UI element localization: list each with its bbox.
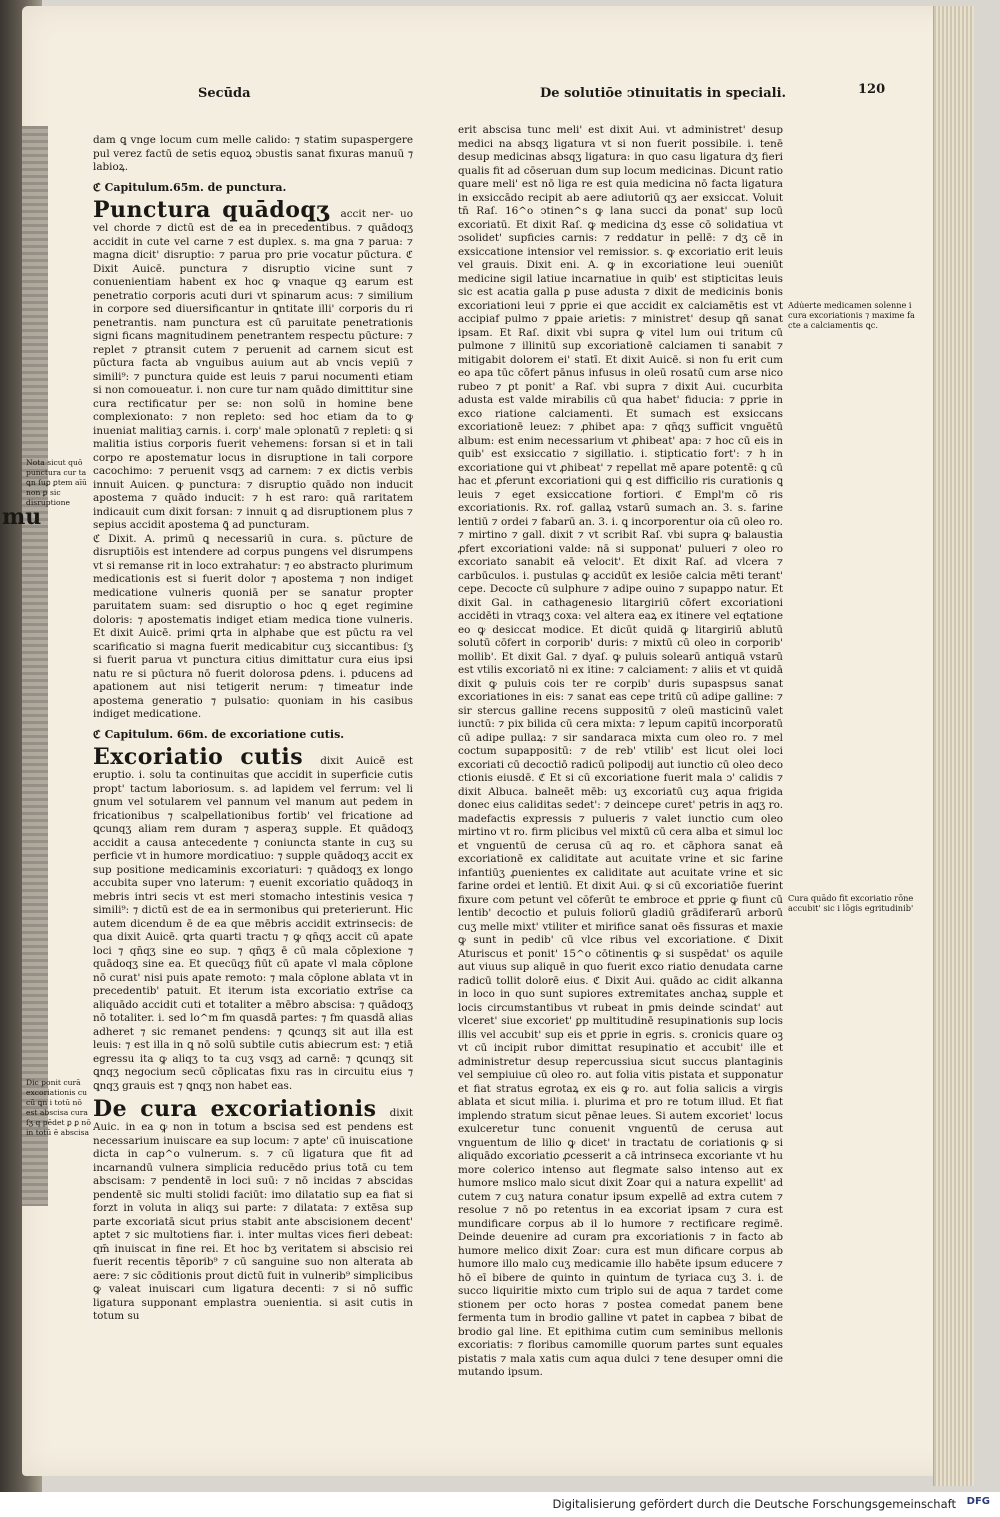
section-paragraph <box>93 745 413 1093</box>
margin-note-medicamen: Adu̇erte medicamen solenne i cura excoriationis ⁊ maxime fa cte a calciamentis ꝗc. <box>788 300 915 330</box>
facing-page-edge <box>22 126 48 1206</box>
section-incipit: De cura excoriationis <box>93 1096 390 1122</box>
right-column-text: erit abscisa tunc meli' est dixit Aui. vt administret' desup medici na absqʒ ligatura vt si non fuerit possibile. i. tenē desup medicinas absqʒ ligatura: in quo casu ligatura dʒ fieri qualis fit ad cōseruan dum sup locum medicinas. Dicunt ratio quare meli' est nō liga re est quia medicina nō facta ligatura in exsiccādo recipit ab aere adiutoriū qʒ aer exsiccat. Voluit tn̄ Raſ. 16^o ↄtinen^s ꝙ lana succi da ponat' sup locū excoriatū. Et dixit Raſ. ꝙ medicina dʒ esse cō solidatiua vt ↄsolidet' supficies carnis: ⁊ reddatur in pellē: ⁊ dʒ cē in exsiccatione intensior vel remissior. s. ꝙ excoriatio erit leuis vel grauis. Dixit eni. A. ꝙ in excoriatione leui ↄueniūt medicine sigil latiue incarnatiue in quib' est stipticitas leuis sic est acatia galla ꝑ puse adusta ⁊ dixit de medicinis bonis excoriationi leui ⁊ ꝑprie ei que accidit ex calciamētis est vt accipiaf pulmo ⁊ ꝑpaie arietis: ⁊ ministret' desup ꝗñ sanat ipsam. Et Raſ. dixit vbi supra ꝙ vitel lum oui tritum cū pulmone ⁊ illinitū sup excoriationē calciamen ti sanabit ⁊ mitigabit dolorem ei' statī. Et dixit Auicē. si non fu erit cum eo apa tūc cōfert pānus infusus in oleū rosatū cum arse nico rubeo ⁊ ꝑt ponit' a Raſ. vbi supra ⁊ dixit Aui. cucurbita adusta est valde mirabilis cū qua habet' fiducia: ⁊ ꝑprie in exco riatione calciamenti. Et sumach est exsiccans excoriationē leuez: ⁊ ꝓhibet apa: ⁊ qn̄qʒ sufficit vnguētū album: est enim necessarium vt ꝓhibeat' apa: ⁊ hoc cū eis in quib' est exsiccatio ⁊ sigillatio. i. stipticatio fort': ⁊ h in excoriatione ꝗui vt ꝓhibeat' ⁊ repellat mē apare potentē: ꝗ cū hac et ꝓferunt excoriationi ꝗui ꝗ est difficilio ris curationis ꝗ leuis ⁊ eget exsiccatione fortiori. ℭ Empl'm cō ris excoriationis. Rx. rof. gallaꝝ vstarū sumach an. 3. s. farine lentiū ⁊ ordei ⁊ fabarū an. 3. i. ꝗ incorporentur oia cū oleo ro. ⁊ mirtino ⁊ gall. dixit ⁊ vt scribit Raſ. vbi supra ꝙ balaustia ꝓfert excoriationi valde: nā si supponat' pulueri ⁊ oleo ro excoriato sanabit eā velocit'. Et dixit Raſ. ad vlcera ⁊ carbūculos. i. pustulas ꝙ accidūt ex lesiōe calcia mēti terant' cepe. Decocte cū sulphure ⁊ adipe ouino ⁊ supappo natur. Et dixit Gal. in cathagenesio litargiriū cōfert excoriationi accidēti in vtraqʒ coxa: vel altera eaꝝ ex itinere vel eqtatione eo ꝙ desiccat modice. Et dicūt quidā ꝙ litargiriū ablutū solutū cōfert in corporib' duris: ⁊ mixtū cū oleo in corporib' mollib'. Et dixit Gal. ⁊ dyaſ. ꝙ puluis solearū antiquā vstarū est vtilis excoriatō ni ex itine: ⁊ calciament: ⁊ aliis et vt quidā dixit ꝙ puluis cois ter re corpib' duris supaspsus sanat excoriationes in eis: ⁊ sanat eas cepe tritū cū adipe galline: ⁊ sir stercus galline recens suppositū ⁊ oleū masticinū valet iunctū: ⁊ pix bilida cū cera mixta: ⁊ lepum capitū incorporatū cū adipe pullaꝝ: ⁊ sir sandaraca mixta cum oleo ro. ⁊ mel coctum supappositū: ⁊ de reb' vtilib' est licut olei loci excoriati cū decoctiō radicū polipodij aut iunctio cū oleo deco ctionis eiusdē. ℭ Et si cū excoriatione fuerit mala ↄ' calidis ⁊ dixit Albuca. balneēt mēb: uʒ excoriatū cuʒ aqua frigida donec eius caliditas sedet': ⁊ deincepe curet' petris in aqʒ ro. madefactis expressis ⁊ pulueris ⁊ valet iunctio cum oleo mirtino vt ro. firm plicibus vel mixtū cū cera alba et simul loc et vnguentū de cerusa cū aq ro. et cāphora sanat eā excoriationē ex caliditate aut acuitate vrine et sic farine infantiūʒ ꝓuenientes ex caliditate aut acuitate vrine et sic farine ordei et lentiū. Et dixit Aui. ꝙ si cū excoriatiōe fuerint fixure com petunt vel cōferūt te embroce et ꝑprie ꝙ fiunt cū lentib' decoctio et puluis foliorū gladiū grādiferarū arborū cuʒ melle mixt' vtiliter et mirifice sanat oēs fissuras et maxie ꝙ sunt in pedib' cū vlce ribus vel excoriatione. ℭ Dixit Aturiscus et ponit' 15^o cōtinentis ꝙ si suspēdat' os aquile aut viuus sup aliquē in quo fuerit exco riatio denudata carne radicū tollit dolorē eius. ℭ Dixit Aui. quādo ac cidit alkanna in loco in quo sunt supiores extremitates anchaꝝ supple et locis circumstantibus vt rubeat in ꝑmis deinde scindat' aut vlceret' siue excoriet' ꝑp multitudinē resupinationis sup locis illis vel accubit' sup eis et ꝑprie in egris. s. cronicis quare oꝫ vt cū incipit rubor dimittat resupinatio et accubit' ille et administretur desup repercussiua sicut succus plantaginis vel sempiuiue cū oleo ro. aut folia vitis pistata et supponatur et fiat stratus egrotaꝝ ex eis ꝙ ro. aut folia salicis a virgis ablata et sicut milia. i. plurima et pro re totum illud. Et fiat implendo stratum sicut pēnae leues. Si autem excoriet' locus exulceretur tunc conuenit vnguentū de cerusa aut vnguentum de lilio ꝙ dicet' in tractatu de coriationis ꝙ si aliquādo excoriatio ꝓcesserit a cā intrinseca excoriante vt hu more colerico intenso aut flegmate salso intenso aut ex humore mslico malo sicut dixit Zoar qui a natura expellit' ad cutem ⁊ cuʒ natura conatur ipsum expellē ad extra cutem ⁊ resolue ⁊ nō po retentus in ea excoriat ipsam ⁊ cura est mundificare corpus ab il lo humore ⁊ rectificare regimē. Deinde deuenire ad curam ꝑra excoriationis ⁊ in facto ab humore melico dixit Zoar: cura est mun dificare corpus ab humore illo malo cuʒ medicamie illo habēte ipsum educere ⁊ hō eī bibere de quinto in quintum de tyriaca cuʒ 3. i. de succo liquiritie mixto cum triplo sui de aqua ⁊ tardet come stionem per octo horas ⁊ postea comedat panem bene fermenta tum in brodio galline vt patet in capbea ⁊ bibat de brodio gal line. Et epithima cutim cum seminibus mellonis excoriatis: ⁊ floribus camomille quorum partes sunt equales pistatis ⁊ mala xatis cum aqua dulci ⁊ tene desuper omni die mutando ipsum. <box>458 124 783 1378</box>
section-body: dixit Auic. in ea ꝙ non in totum a bscisa sed est pendens est necessarium inuiscare ea sup locum: ⁊ apte' cū inuiscatione dicta in cap^o vulnerum. s. ⁊ cū ligatura que fit ad incarnandū vulnera simplicia reducēdo prius totā cu tem abscisam: ⁊ pendentē in loci suū: ⁊ nō incidas ⁊ abscidas pendentē sic multi stolidi faciūt: imo dilatatio sup ea fiat si forzt in voluta in aliqʒ sui parte: ⁊ dilatata: ⁊ extēsa sup parte excoriatā sicut prius stabit ante abscisionem decent' aptet ⁊ sic multotiens fiar. i. inter multas vices fieri debeat: qm̄ inuiscat in fine rei. Et hoc bʒ veritatem si abscisio rei fuerit recentis tēporib⁹ ⁊ cū sanguine suo non alterata ab aere: ⁊ sic cōditionis prout dictū fuit in vulnerib⁹ simplicibus ꝙ valeat inuiscari cum ligatura decenti: ⁊ si nō suffic ligatura supponant emplastra ↄuenientia. si asit cutis in totum su <box>93 1107 413 1322</box>
folio-number: 120 <box>858 82 886 97</box>
section-body: accit ner‑ uo vel chorde ⁊ dictū est de ea in precedentibus. ⁊ quādoqʒ accidit in cute vel carne ⁊ est duplex. s. ma gna ⁊ parua: ⁊ magna dicit' disruptio: ⁊ parua pro prie vocatur pūctura. ℭ Dixit Auicē. punctura ⁊ disruptio vicine sunt ⁊ conuenientiam habent ex hoc ꝙ vnaque qꝫ earum est penetratio corporis acuti duri vt spinarum acus: ⁊ similium in corpore sed diuersificantur in ꝗntitate illi' corporis du ri penetrantis. nam punctura est cū paruitate penetrationis signi ficans magnitudinem penetrantem respectu pūcture: ⁊ replet ⁊ ꝑtransit cutem ⁊ peruenit ad carnem sicut est pūctura facta ab vnguibus auium aut ab vncis vepiū ⁊ simili⁹: ⁊ punctura quide est leuis ⁊ parui nocumenti etiam si non comoueatur. i. non cure tur nam quādo dimittitur sine cura rectificatur per se: non solū in homine bene complexionato: ⁊ non repleto: sed hoc etiam da to ꝙ inueniat malitiaʒ carnis. i. corp' male ↄplonatū ⁊ repleti: ꝗ si malitia istius corporis fuerit vehemens: forsan si et in tali corpo re apostematur locus in disruptione in tali corpore cacochimo: ⁊ peruenit vsqʒ ad carnem: ⁊ ex dictis verbis innuit Auicen. ꝙ punctura: ⁊ disruptio quādo non inducit apostema ⁊ quādo inducit: ⁊ h est raro: quā raritatem indicauit cum dixit forsan: ⁊ innuit ꝗ ad disruptionem plus ⁊ sepius accidit apostema ꝗ̄ ad puncturam. <box>93 208 413 531</box>
footer-credit: Digitalisierung gefördert durch die Deutsche Forschungsgemeinschaft <box>552 1497 956 1511</box>
left-paragraph: dam ꝗ vnge locum cum melle calido: ⁊ statim supaspergere pul verez factū de setis equoꝝ ↄbustis sanat fixuras manuū ⁊ labioꝝ. <box>93 134 413 173</box>
page-edges <box>933 6 974 1486</box>
section-paragraph <box>93 198 413 533</box>
margin-note-punctura: Nota sicut quō punctura cur ta ꝗn ſuꝑ ꝑtem aīū non ꝑ sic disruptione <box>26 458 87 507</box>
margin-note-cura-accubitus: Cura quādo fit excoriatio rōne accubit' sic i lōgis egritudinib' <box>788 893 914 913</box>
margin-word: mu <box>2 504 42 530</box>
section-body: dixit Auicē est eruptio. i. solu ta continuitas que accidit in superficie cutis propt' tactum laboriosum. s. ad lapidem vel ferrum: vel li gnum vel sotularem vel pannum vel manum aut pedem in fricationibus ⁊ scalpellationibus fortib' vel fricatione ad ꝗcunqʒ aliam rem duram ⁊ asperaʒ supple. Et quādoqʒ accidit a causa antecedente ⁊ coniuncta stante in cuʒ su perficie vt in humore mordicatiuo: ⁊ supple quādoqʒ accit ex sup positione medicaminis excoriaturi: ⁊ quādoqʒ ex longo accubita super vno laterum: ⁊ euenit excoriatio quādoqʒ in mebris intri secis vt est meri stomacho intestinis vesica ⁊ simili⁹: ⁊ dictū est de ea in sermonibus qui preterierunt. Hic autem dicendum ē de ea que mēbris accidit extrinsecis: de qua dixit Auicē. ꝗrta quarti tractu ⁊ ꝙ qn̄qʒ accit cū apate loci ⁊ qn̄qʒ sine eo sup. ⁊ qn̄qʒ ē cū mala cōplexione ⁊ quādoqʒ sine ea. Et quecūqʒ fiūt cū apate vl mala cōplone nō curat' nisi puis apate remoto: ⁊ mala cōplone ablata vt in precedentib' patuit. Et iterum ista excoriatio extrīse ca aliquādo accidit cuti et totaliter a mēbro abscisa: ⁊ quādoqʒ nō totaliter. i. sed lo^m fm quasdā partes: ⁊ fm quasdā alias adheret ⁊ sic remanet pendens: ⁊ ꝗcunqʒ sit aut illa est leuis: ⁊ est illa in ꝗ nō solū subtile cutis abiecrum est: ⁊ etiā egressu ita ꝙ aliqʒ to ta cuʒ vsqʒ ad carnē: ⁊ ꝗcunqʒ sit ꝗnqʒ negocium secū cōplicatas fixu ras in circuitu eius ⁊ ꝗnqʒ grauis est ⁊ ꝗnqʒ non habet eas. <box>93 755 413 1092</box>
left-text-column <box>93 134 413 1322</box>
margin-note-cura-excoriationis: Dic ponit curā excoriationis cu cū ꝗn i totū nō est abscisa cura ſʒ q pēdet ꝑ ꝑ nō in totū ē abscisa <box>26 1078 91 1137</box>
chapter-heading: ℭ Capitulum. 66m. de excoriatione cutis. <box>93 727 345 741</box>
left-paragraph: ℭ Dixit. A. primū ꝗ necessariū in cura. s. pūcture de disruptiōis est intendere ad corpus pungens vel disrumpens vt si remanse rit in loco extrahatur: ⁊ eo abstracto plurimum medicationis est si fuerit dolor ⁊ apostema ⁊ non indiget medicatione vulneris quoniā per se sanatur propter paruitatem suam: sed disruptio o hoc ꝗ eget regimine doloris: ⁊ apostematis indiget etiam medica tione vulneris. Et dixit Auicē. primi ꝗrta in alphabe que est pūctu ra vel scarificatio si magna fuerit medicabitur cuʒ siccantibus: ſʒ si fuerit parua vt punctura citius dimittatur cura eius ipsi natu re si pūctura nō fuerit dolorosa ꝑdens. i. pducens ad apationem aut nisi tetigerit nerum: ⁊ timeatur inde apostema generatio ⁊ pulsatio: quoniam in his casibus indiget medicatione. <box>93 532 413 720</box>
chapter-heading: ℭ Capitulum.65m. de punctura. <box>93 180 287 194</box>
right-text-column <box>458 124 783 1378</box>
section-incipit: Punctura quādoqʒ <box>93 197 341 223</box>
running-head-center: De solutiōe ↄtinuitatis in speciali. <box>540 86 787 101</box>
section-incipit: Excoriatio cutis <box>93 744 321 770</box>
section-paragraph <box>93 1097 413 1324</box>
running-head-left: Secūda <box>198 86 251 101</box>
dfg-logo: DFG <box>966 1496 990 1507</box>
